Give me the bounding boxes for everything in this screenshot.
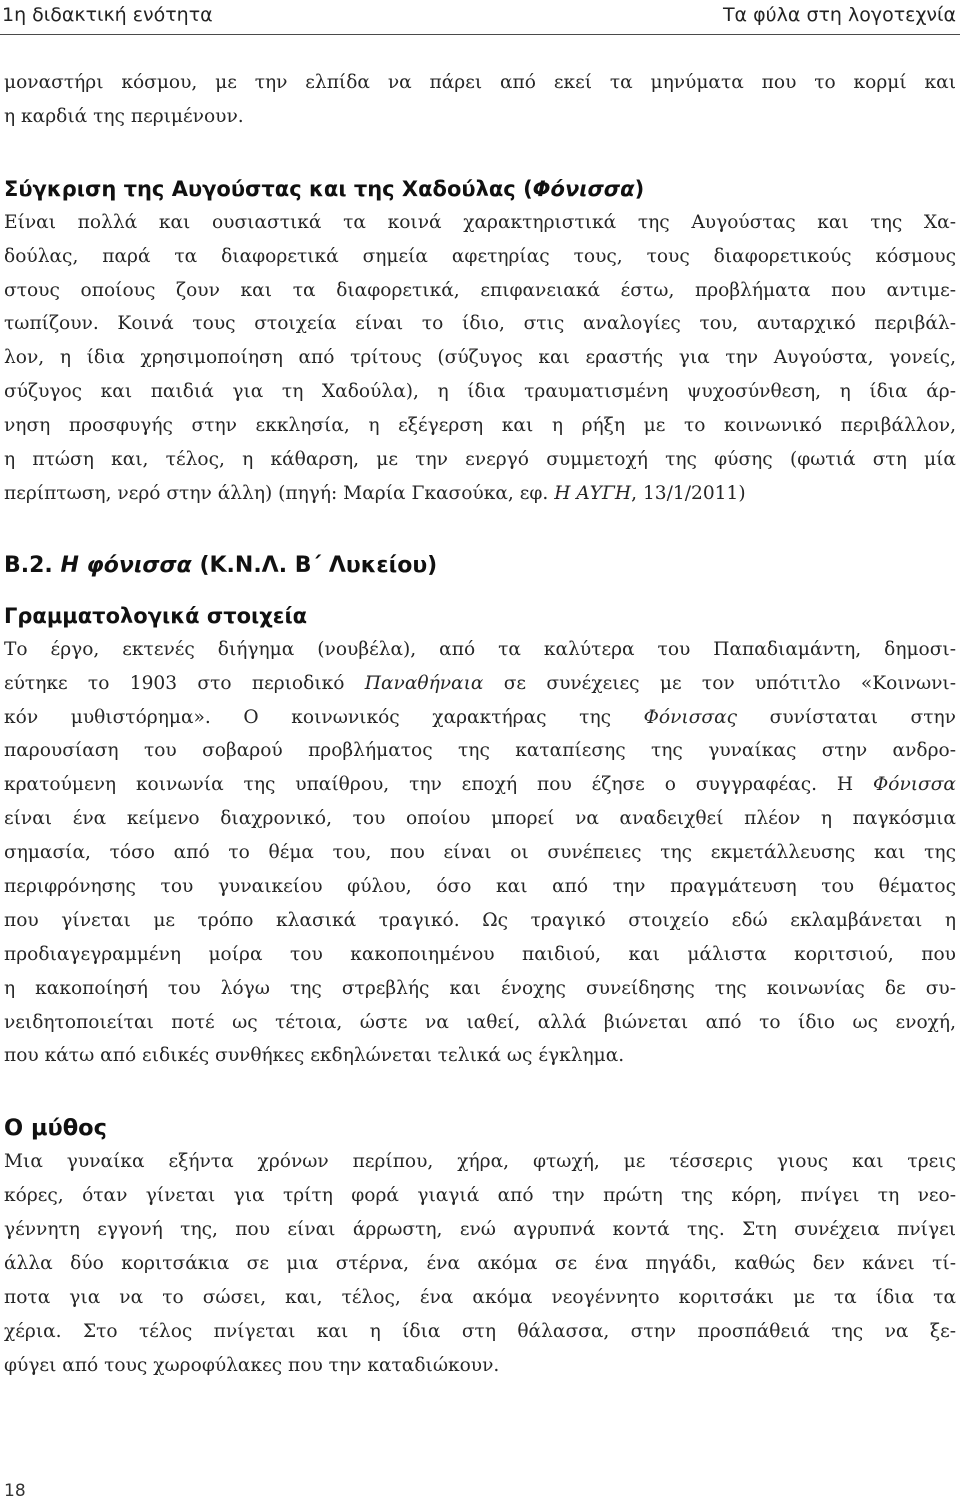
text-line: είναι ένα κείμενο διαχρονικό, του οποίου μπορεί να αναδειχθεί πλέον η παγκόσμια bbox=[4, 808, 956, 830]
running-header bbox=[0, 0, 960, 35]
grammatology-paragraph bbox=[4, 633, 956, 1074]
page-number: 18 bbox=[4, 1481, 26, 1501]
text-line: στους οποίους ζουν και τα διαφορετικά, επιφανειακά έστω, προβλήματα που αντιμε- bbox=[4, 279, 956, 301]
chapter-label: 1η διδακτική ενότητα bbox=[2, 4, 213, 26]
text-line: που κάτω από ειδικές συνθήκες εκδηλώνεται τελικά ως έγκλημα. bbox=[4, 1045, 625, 1067]
section-heading-b2: Β.2. Η φόνισσα (Κ.Ν.Λ. Β΄ Λυκείου) bbox=[4, 552, 438, 578]
text-line: Μια γυναίκα εξήντα χρόνων περίπου, χήρα, φτωχή, με τέσσερις γιους και τρεις bbox=[4, 1151, 956, 1173]
text-line: άλλα δύο κοριτσάκια σε μια στέρνα, ένα ακόμα σε ένα πηγάδι, καθώς δεν κάνει τί- bbox=[4, 1253, 956, 1275]
text-line: κόρες, όταν γίνεται για τρίτη φορά γιαγιά από την πρώτη της κόρη, πνίγει τη νεο- bbox=[4, 1185, 956, 1207]
text-line: φύγει από τους χωροφύλακες που την καταδιώκουν. bbox=[4, 1354, 500, 1376]
grammatology-heading: Γραμματολογικά στοιχεία bbox=[4, 603, 308, 628]
text-line: περιφρόνησης του γυναικείου φύλου, όσο και από την πραγμάτευση του θέματος bbox=[4, 876, 956, 898]
text-line: κρατούμενη κοινωνία της υπαίθρου, την εποχή που έζησε ο συγγραφέας. Η Φόνισσα bbox=[4, 774, 956, 796]
text-line: ποτα για να το σώσει, και, τέλος, ένα ακόμα νεογέννητο κοριτσάκι με τα ίδια τα bbox=[4, 1286, 956, 1308]
comparison-heading: Σύγκριση της Αυγούστας και της Χαδούλας (Φόνισσα) bbox=[4, 176, 645, 201]
text-line: που γίνεται με τρόπο κλασικά τραγικό. Ως τραγικό στοιχείο εδώ εκλαμβάνεται η bbox=[4, 909, 956, 931]
text-line: τωπίζουν. Κοινά τους στοιχεία είναι το ίδιο, στις αναλογίες του, αυταρχικό περιβάλ- bbox=[4, 313, 956, 335]
text-line: η πτώση και, τέλος, η κάθαρση, με την ενεργό συμμετοχή της φύσης (φωτιά στη μία bbox=[4, 449, 956, 471]
text-line: σύζυγος και παιδιά για τη Χαδούλα), η ίδια τραυματισμένη ψυχοσύνθεση, η ίδια άρ- bbox=[4, 381, 956, 403]
text-line: νειδητοποιείται ποτέ ως τέτοια, ώστε να ιαθεί, αλλά βιώνεται από το ίδιο ως ενοχή, bbox=[4, 1011, 956, 1033]
text-line: περίπτωση, νερό στην άλλη) (πηγή: Μαρία Γκασούκα, εφ. Η ΑΥΓΗ, 13/1/2011) bbox=[4, 482, 746, 504]
text-line: εύτηκε το 1903 στο περιοδικό Παναθήναια σε συνέχειες με τον υπότιτλο «Κοινωνι- bbox=[4, 672, 956, 694]
text-line: παρουσίαση του σοβαρού προβλήματος της καταπίεσης της γυναίκας στην ανδρο- bbox=[4, 740, 956, 762]
myth-heading: Ο μύθος bbox=[4, 1115, 107, 1142]
text-line: χέρια. Στο τέλος πνίγεται και η ίδια στη θάλασσα, στην προσπάθειά της να ξε- bbox=[4, 1320, 956, 1342]
text-line: προδιαγεγραμμένη μοίρα του κακοποιημένου παιδιού, και μάλιστα κοριτσιού, που bbox=[4, 943, 956, 965]
text-line: λον, η ίδια χρησιμοποίηση από τρίτους (σύζυγος και εραστής για την Αυγούστα, γονείς, bbox=[4, 347, 956, 369]
comparison-paragraph bbox=[4, 206, 956, 511]
text-line: γέννητη εγγονή της, που είναι άρρωστη, ενώ αγρυπνά κοντά της. Στη συνέχεια πνίγει bbox=[4, 1219, 956, 1241]
text-line: η κακοποίησή του λόγω της στρεβλής και ένοχης συνείδησης της κοινωνίας δε συ- bbox=[4, 977, 956, 999]
text-line: κόν μυθιστόρημα». Ο κοινωνικός χαρακτήρας της Φόνισσας συνίσταται στην bbox=[4, 706, 956, 728]
text-line: σημασία, τόσο από το θέμα του, που είναι οι συνέπειες της εκμετάλλευσης και της bbox=[4, 842, 956, 864]
text-line: Το έργο, εκτενές διήγημα (νουβέλα), από τα καλύτερα του Παπαδιαμάντη, δημοσι- bbox=[4, 638, 956, 660]
text-line: Είναι πολλά και ουσιαστικά τα κοινά χαρακτηριστικά της Αυγούστας και της Χα- bbox=[4, 211, 956, 233]
page-body bbox=[4, 66, 956, 1383]
text-line: η καρδιά της περιμένουν. bbox=[4, 105, 244, 127]
chapter-title: Τα φύλα στη λογοτεχνία bbox=[722, 4, 956, 26]
text-line: μοναστήρι κόσμου, με την ελπίδα να πάρει από εκεί τα μηνύματα που το κορμί και bbox=[4, 72, 956, 93]
text-line: δούλας, παρά τα διαφορετικά σημεία αφετηρίας τους, τους διαφορετικούς κόσμους bbox=[4, 245, 956, 267]
text-line: νηση προσφυγής στην εκκλησία, η εξέγερση και η ρήξη με το κοινωνικό περιβάλλον, bbox=[4, 415, 956, 437]
myth-paragraph bbox=[4, 1145, 956, 1382]
